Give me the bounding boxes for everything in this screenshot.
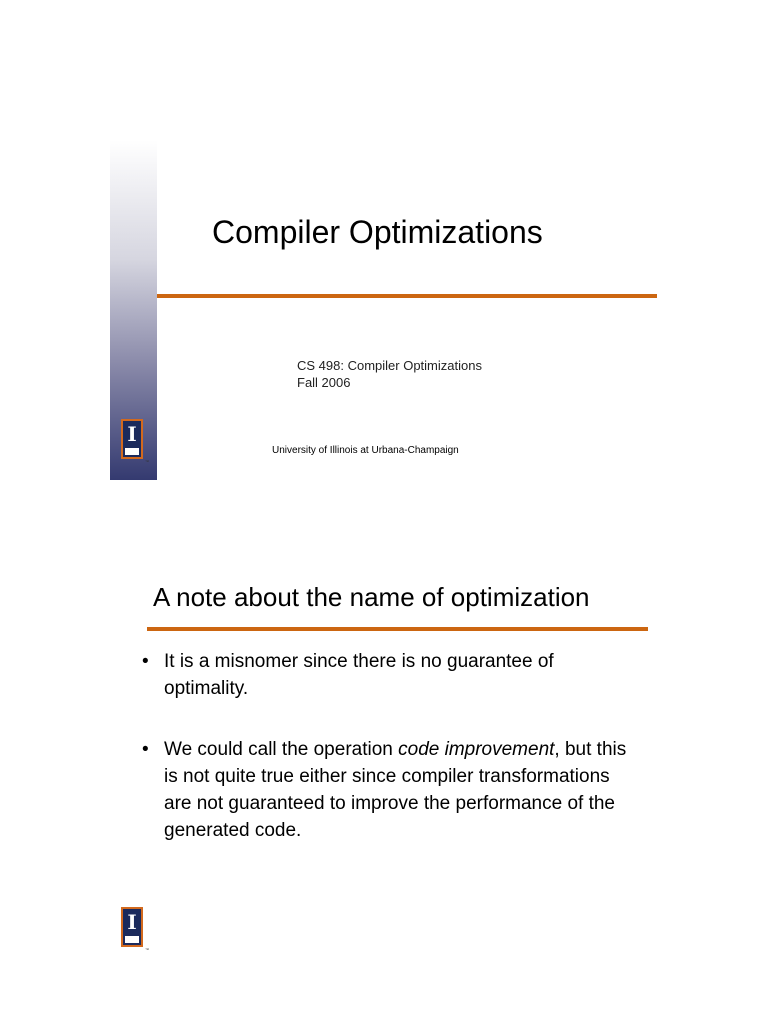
university-logo-icon: I (121, 907, 143, 947)
bullet-dot-icon: • (142, 739, 149, 760)
bullet-list (140, 648, 640, 878)
bullet-dot-icon: • (142, 651, 149, 672)
bullet-text-suffix: , but this is not quite true either since compiler transformations are not guaranteed to improve the performance of the generated code. (164, 739, 627, 841)
title-rule (157, 294, 657, 298)
course-term: Fall 2006 (297, 375, 351, 390)
trademark-mark: ™ (145, 459, 149, 464)
bullet-item (140, 648, 640, 702)
bullet-emphasis: code improvement (398, 739, 555, 760)
bullet-item (140, 736, 640, 844)
bullet-text-prefix: We could call the operation (164, 739, 399, 760)
slide-note (0, 512, 768, 1024)
university-logo-icon: I (121, 419, 143, 459)
slide-heading: A note about the name of optimization (153, 582, 590, 612)
trademark-mark: ™ (145, 947, 149, 952)
course-name: CS 498: Compiler Optimizations (297, 358, 482, 373)
university-name: University of Illinois at Urbana-Champaign (272, 445, 459, 456)
slide-title-heading: Compiler Optimizations (212, 214, 543, 250)
bullet-text: It is a misnomer since there is no guarantee of optimality. (164, 651, 554, 699)
heading-rule (147, 627, 648, 631)
